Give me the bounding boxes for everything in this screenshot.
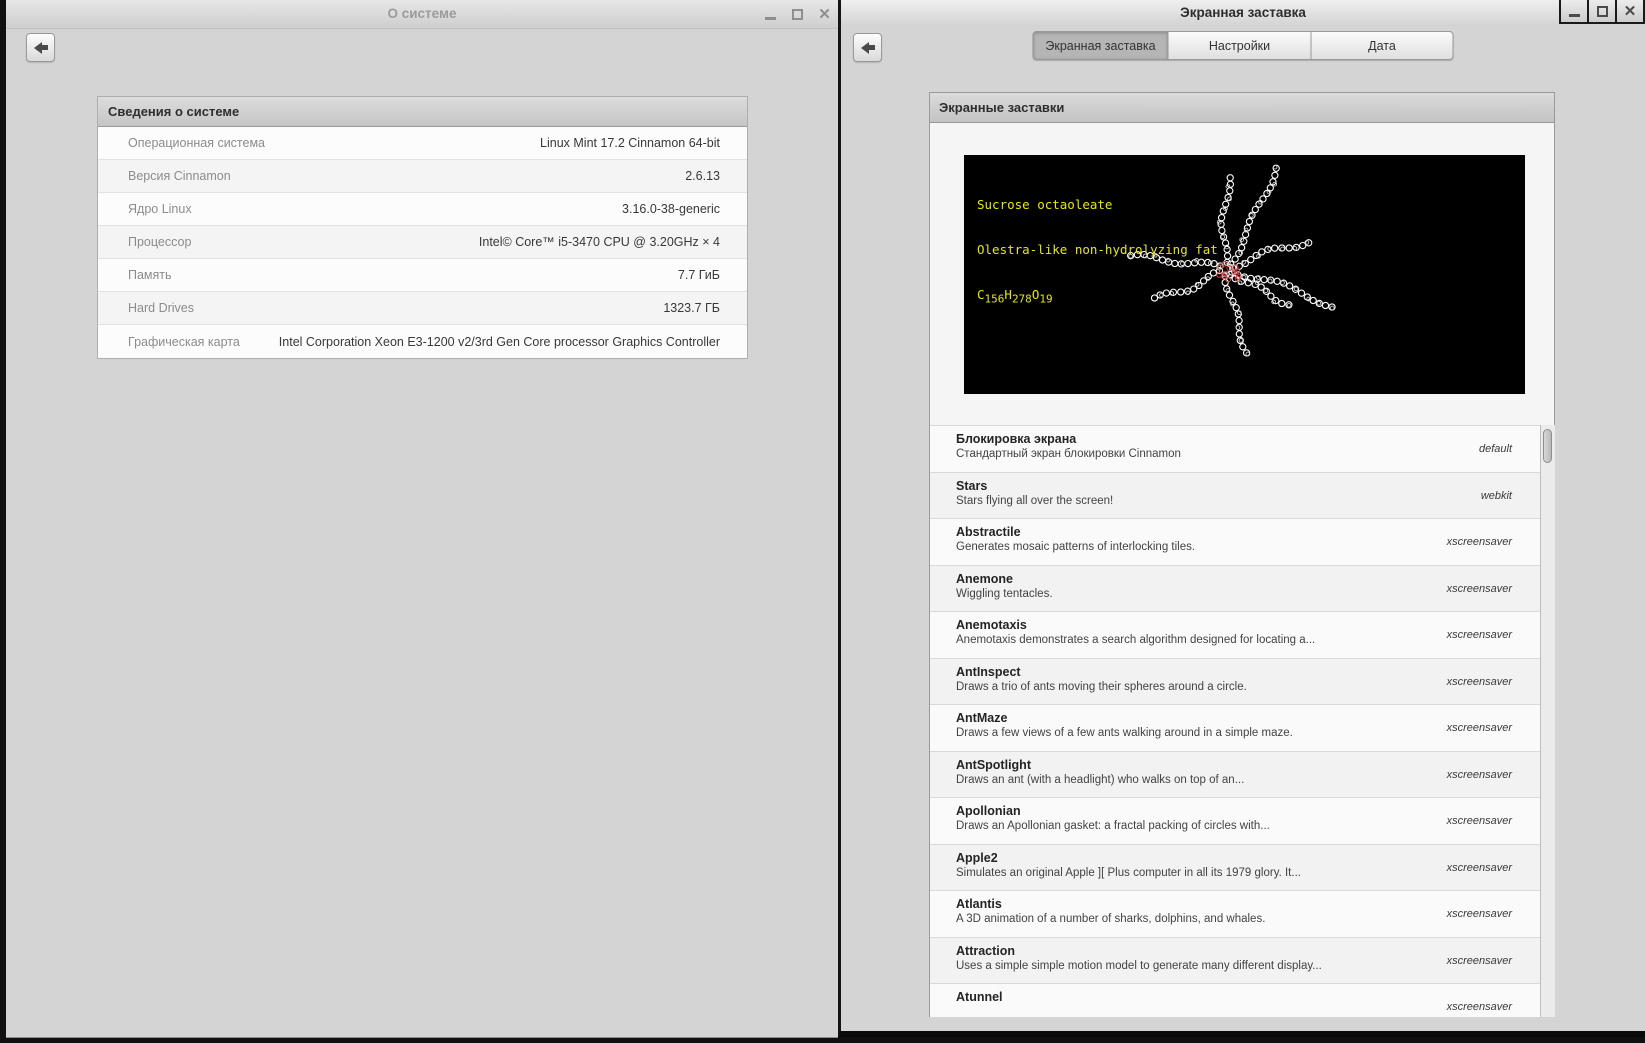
- screensaver-name: Abstractile: [956, 525, 1021, 539]
- screensaver-type-badge: xscreensaver: [1446, 815, 1512, 828]
- info-label: Hard Drives: [128, 301, 194, 315]
- screensaver-type-badge: xscreensaver: [1446, 768, 1512, 781]
- about-window-title: О системе: [387, 6, 457, 21]
- system-info-row: [98, 259, 747, 292]
- arrow-left-icon: [34, 42, 48, 54]
- close-button[interactable]: [811, 3, 838, 27]
- tab-date[interactable]: Дата: [1311, 31, 1454, 60]
- screensaver-name: AntSpotlight: [956, 757, 1031, 772]
- back-button[interactable]: [26, 33, 55, 62]
- about-system-window: [6, 0, 838, 1038]
- screensaver-list-item[interactable]: [930, 844, 1540, 891]
- screensaver-type-badge: xscreensaver: [1446, 675, 1512, 688]
- screensaver-list-item[interactable]: [930, 797, 1540, 844]
- screensaver-list-item[interactable]: [930, 937, 1540, 984]
- about-titlebar[interactable]: [6, 0, 838, 29]
- screensaver-list: [930, 425, 1541, 1017]
- screensaver-type-badge: xscreensaver: [1446, 861, 1512, 874]
- screensaver-description: Uses a simple simple motion model to generate many different display...: [956, 959, 1322, 972]
- screensaver-description: Generates mosaic patterns of interlocking tiles.: [956, 541, 1196, 553]
- maximize-icon: [792, 9, 803, 20]
- screensaver-list-item[interactable]: [930, 890, 1540, 937]
- screensaver-list-item[interactable]: [930, 658, 1540, 705]
- system-info-row: [98, 193, 747, 226]
- arrow-left-icon: [861, 42, 875, 54]
- screensaver-description: A 3D animation of a number of sharks, dolphins, and whales.: [956, 913, 1266, 925]
- system-info-row: [98, 226, 747, 259]
- info-value: Linux Mint 17.2 Cinnamon 64-bit: [540, 136, 720, 150]
- screensaver-list-item[interactable]: [930, 518, 1540, 565]
- screensaver-name: Attraction: [956, 943, 1016, 958]
- tab-screensaver[interactable]: Экранная заставка: [1033, 31, 1169, 60]
- system-info-row: [98, 127, 747, 160]
- info-value: 3.16.0-38-generic: [622, 202, 720, 216]
- screensaver-description: Draws a trio of ants moving their spheres around a circle.: [956, 680, 1247, 693]
- scrollbar-thumb[interactable]: [1543, 429, 1552, 463]
- info-value: 7.7 ГиБ: [677, 268, 720, 282]
- screensaver-description: Anemotaxis demonstrates a search algorithm designed for locating a...: [956, 634, 1316, 646]
- info-label: Процессор: [128, 235, 192, 249]
- screensaver-name: AntInspect: [956, 664, 1021, 679]
- screensaver-preview: [964, 155, 1525, 394]
- info-label: Версия Cinnamon: [128, 169, 231, 183]
- screensavers-header: Экранные заставки: [930, 93, 1554, 123]
- screensaver-list-item[interactable]: [930, 751, 1540, 798]
- close-icon: ✕: [1623, 2, 1637, 20]
- screensaver-list-item[interactable]: [930, 425, 1540, 472]
- system-info-table: [97, 96, 748, 359]
- info-label: Графическая карта: [128, 334, 240, 349]
- screensavers-panel: [929, 92, 1555, 1017]
- screensaver-list-item[interactable]: [930, 704, 1540, 751]
- screensaver-list-item[interactable]: [930, 565, 1540, 612]
- screensaver-type-badge: xscreensaver: [1446, 1001, 1512, 1014]
- screensaver-description: Wiggling tentacles.: [956, 587, 1053, 600]
- screensaver-name: Atlantis: [956, 897, 1002, 911]
- screensaver-list-item[interactable]: [930, 472, 1540, 519]
- minimize-button[interactable]: [757, 3, 784, 27]
- system-info-row: [98, 160, 747, 193]
- maximize-button[interactable]: [1589, 0, 1615, 22]
- screensaver-type-badge: xscreensaver: [1446, 582, 1512, 595]
- screensaver-type-badge: xscreensaver: [1446, 629, 1512, 642]
- preview-caption: [977, 167, 1218, 337]
- screensaver-name: Anemotaxis: [956, 618, 1027, 632]
- screensaver-list-item[interactable]: [930, 983, 1540, 1017]
- screensaver-type-badge: xscreensaver: [1446, 722, 1512, 735]
- screensaver-window-title: Экранная заставка: [1180, 5, 1306, 20]
- screensaver-name: Atunnel: [956, 990, 1003, 1004]
- minimize-icon: [1569, 14, 1580, 17]
- screensaver-type-badge: xscreensaver: [1446, 954, 1512, 967]
- screensaver-type-badge: webkit: [1480, 489, 1512, 502]
- tab-group: [1033, 31, 1454, 60]
- system-info-row: [98, 292, 747, 325]
- tab-settings[interactable]: Настройки: [1168, 31, 1312, 60]
- preview-line2: Olestra-like non-hydrolyzing fat: [977, 242, 1218, 257]
- screensaver-list-item[interactable]: [930, 611, 1540, 658]
- system-info-header: Сведения о системе: [98, 97, 747, 127]
- screensaver-name: Apollonian: [956, 804, 1021, 818]
- info-value: 2.6.13: [685, 169, 720, 183]
- screensaver-description: Draws an ant (with a headlight) who walks on top of an...: [956, 773, 1245, 786]
- minimize-button[interactable]: [1561, 0, 1587, 22]
- screensaver-type-badge: xscreensaver: [1446, 908, 1512, 921]
- back-button[interactable]: [853, 33, 882, 62]
- maximize-icon: [1597, 6, 1608, 17]
- system-info-row: [98, 325, 747, 358]
- preview-formula: $C_{156}H_{278}O_{19}$: [977, 287, 1053, 306]
- screensaver-name: Apple2: [956, 850, 998, 865]
- screensaver-type-badge: xscreensaver: [1446, 536, 1512, 549]
- screensaver-description: Draws an Apollonian gasket: a fractal packing of circles with...: [956, 820, 1270, 832]
- screensaver-description: Стандартный экран блокировки Cinnamon: [956, 448, 1181, 460]
- info-value: Intel© Core™ i5-3470 CPU @ 3.20GHz × 4: [478, 235, 720, 249]
- scrollbar[interactable]: [1541, 425, 1555, 1017]
- screensaver-window: [838, 0, 1645, 1037]
- preview-line1: Sucrose octaoleate: [977, 197, 1113, 212]
- screensaver-description: Draws a few views of a few ants walking around in a simple maze.: [956, 727, 1293, 739]
- screensaver-description: Simulates an original Apple ][ Plus computer in all its 1979 glory. It...: [956, 866, 1301, 879]
- screensaver-titlebar[interactable]: [841, 0, 1645, 26]
- info-value: Intel Corporation Xeon E3-1200 v2/3rd Gen Core processor Graphics Controller: [278, 334, 720, 349]
- screensaver-description: Stars flying all over the screen!: [956, 494, 1114, 507]
- info-label: Память: [128, 268, 172, 282]
- screensaver-type-badge: default: [1478, 443, 1512, 456]
- screensaver-name: Блокировка экрана: [956, 432, 1077, 446]
- info-label: Операционная система: [128, 136, 266, 150]
- screensaver-name: Anemone: [956, 571, 1013, 586]
- minimize-icon: [765, 17, 776, 20]
- maximize-button[interactable]: [784, 3, 811, 27]
- screensaver-name: AntMaze: [956, 711, 1008, 725]
- close-icon: ✕: [818, 6, 831, 23]
- info-label: Ядро Linux: [128, 202, 192, 216]
- info-value: 1323.7 ГБ: [663, 301, 720, 315]
- close-button[interactable]: [1617, 0, 1643, 22]
- screensaver-name: Stars: [956, 478, 988, 493]
